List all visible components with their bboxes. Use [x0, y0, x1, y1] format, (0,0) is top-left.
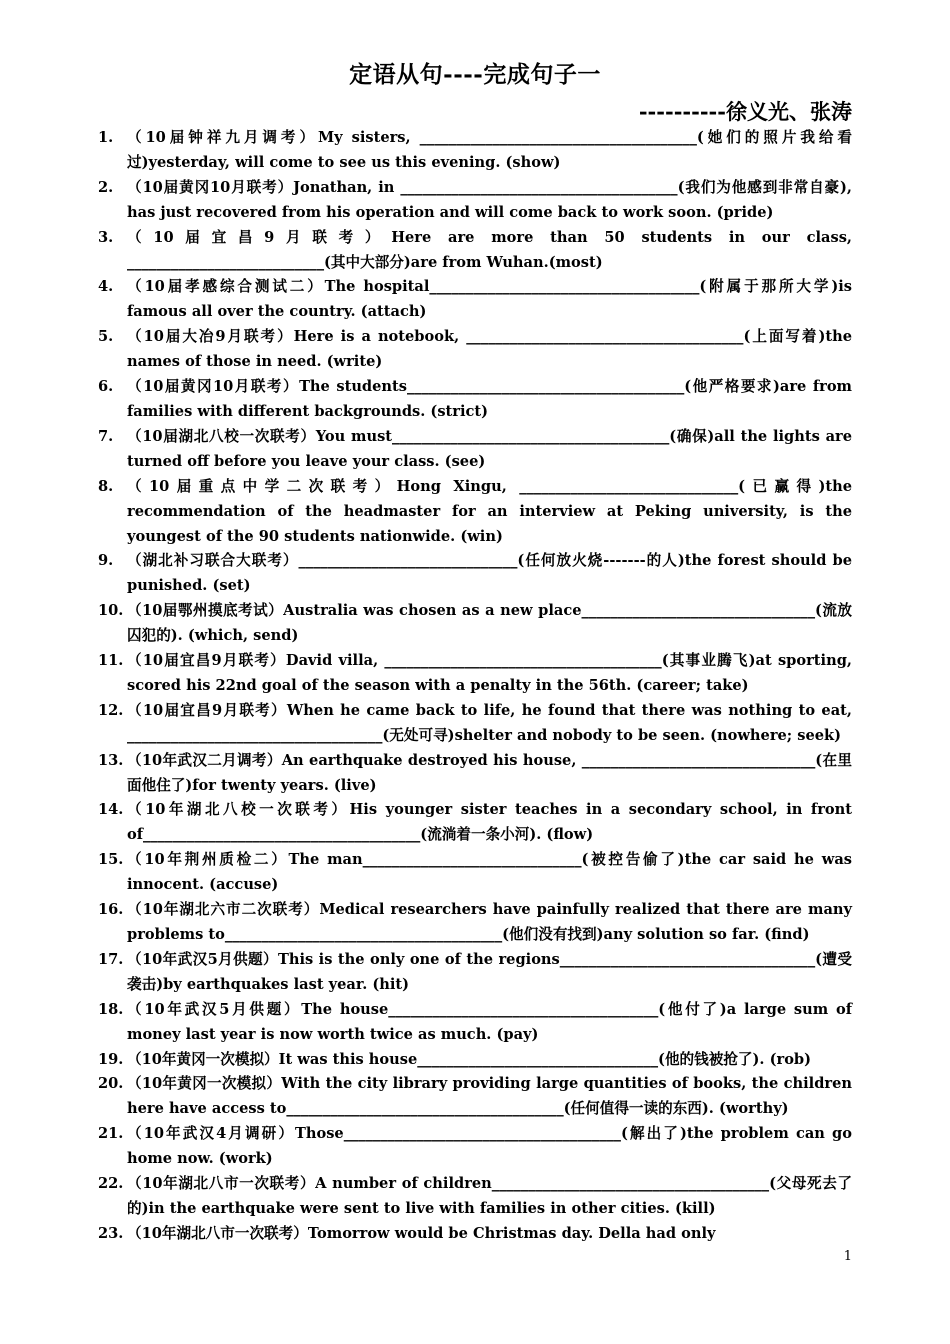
item-text: （10届大冶9月联考）Here is a notebook, ______________________________________(上面写着)the names of those in need. (write) [127, 328, 852, 371]
item-text: （10年湖北八市一次联考）A number of children______________________________________(父母死去了的)in the earthquake were sent to live with families in other cities. (kill) [127, 1175, 852, 1217]
item-number: 9. [98, 552, 114, 570]
item-text: （10年武汉5月供题）The house_____________________________________(他付了)a large sum of money last year is now worth twice as much. (pay) [127, 1000, 852, 1043]
list-item [98, 599, 852, 649]
list-item [98, 1172, 852, 1222]
list-item [98, 325, 852, 375]
item-number: 4. [98, 278, 114, 296]
list-item [98, 848, 852, 898]
item-text: （10届黄冈10月联考）Jonathan, in ______________________________________(我们为他感到非常自豪), has just recovered from his operation and will come back to work soon. (pride) [127, 178, 852, 221]
list-item [98, 898, 852, 948]
item-text: （10年荆州质检二）The man______________________________(被控告偷了)the car said he was innocent. (accuse) [127, 851, 852, 894]
item-number: 2. [98, 178, 114, 196]
item-text: （10年黄冈一次模拟）With the city library providing large quantities of books, the children here have access to______________________________________(任何值得一读的东西). (worthy) [127, 1075, 852, 1118]
item-number: 15. [98, 851, 124, 869]
item-text: （10年湖北六市二次联考）Medical researchers have painfully realized that there are many problems to______________________________________(他们没有找到)any solution so far. (find) [127, 901, 852, 943]
list-item [98, 798, 852, 848]
item-text: （10届宜昌9月联考）David villa, ______________________________________(其事业腾飞)at sporting, scored his 22nd goal of the season with a penalty in the 56th. (career; take) [127, 652, 852, 694]
exercise-list [98, 126, 852, 1247]
list-item [98, 126, 852, 176]
item-number: 20. [98, 1075, 124, 1093]
item-number: 17. [98, 950, 124, 968]
item-text: （10届鄂州摸底考试）Australia was chosen as a new place________________________________(流放囚犯的). (which, send) [127, 602, 852, 645]
list-item [98, 649, 852, 699]
item-number: 10. [98, 602, 124, 620]
item-text: （10年黄冈一次模拟）It was this house_________________________________(他的钱被抢了). (rob) [127, 1050, 812, 1068]
list-item [98, 425, 852, 475]
item-text: （10届孝感综合测试二）The hospital_____________________________________(附属于那所大学)is famous all over the country. (attach) [127, 278, 853, 321]
item-text: （湖北补习联合大联考）______________________________(任何放火烧-------的人)the forest should be punished. (set) [127, 552, 852, 595]
item-number: 13. [98, 751, 124, 769]
item-number: 7. [98, 427, 114, 445]
list-item [98, 226, 852, 276]
item-text: （10届钟祥九月调考）My sisters, ______________________________________(她们的照片我给看过)yesterday, will come to see us this evening. (show) [127, 129, 852, 171]
page-title: 定语从句----完成句子一 [349, 61, 601, 88]
list-item [98, 1072, 852, 1122]
list-item [98, 1222, 852, 1247]
list-item [98, 749, 852, 799]
item-number: 18. [98, 1000, 124, 1018]
item-number: 14. [98, 801, 124, 819]
item-text: （10届重点中学二次联考）Hong Xingu, ______________________________(已赢得)the recommendation of the headmaster for an interview at Peking university, is the youngest of the 90 students nationwide. (win) [127, 477, 852, 545]
item-text: （10年湖北八校一次联考）His younger sister teaches in a secondary school, in front of______________________________________(流淌着一条小河). (flow) [127, 801, 852, 844]
item-text: （10年武汉4月调研）Those______________________________________(解出了)the problem can go home now. (work) [127, 1125, 852, 1168]
list-item [98, 1048, 852, 1073]
item-number: 1. [98, 129, 114, 146]
list-item [98, 699, 852, 749]
item-number: 12. [98, 701, 124, 719]
item-text: （10年武汉5月供题）This is the only one of the regions___________________________________(遭受袭击)by earthquakes last year. (hit) [127, 950, 852, 993]
list-item [98, 176, 852, 226]
item-number: 6. [98, 378, 114, 396]
page-number: 1 [843, 1249, 852, 1264]
item-number: 16. [98, 901, 124, 919]
item-number: 22. [98, 1175, 124, 1193]
list-item [98, 375, 852, 425]
list-item [98, 475, 852, 550]
item-number: 19. [98, 1050, 124, 1068]
item-number: 8. [98, 477, 114, 495]
item-text: （10届湖北八校一次联考）You must______________________________________(确保)all the lights are turned off before you leave your class. (see) [127, 427, 852, 470]
item-text: （10年武汉二月调考）An earthquake destroyed his house, ________________________________(在里面他住了)for twenty years. (live) [127, 751, 852, 794]
item-text: （10届宜昌9月联考）Here are more than 50 students in our class, ___________________________(其中大部分)are from Wuhan.(most) [127, 228, 852, 271]
list-item [98, 948, 852, 998]
item-text: （10届宜昌9月联考）When he came back to life, he found that there was nothing to eat, ___________________________________(无处可寻)shelter and nobody to be seen. (nowhere; seek) [127, 701, 852, 744]
list-item [98, 275, 852, 325]
item-number: 11. [98, 652, 124, 670]
list-item [98, 998, 852, 1048]
list-item [98, 1122, 852, 1172]
item-text: （10年湖北八市一次联考）Tomorrow would be Christmas day. Della had only [127, 1224, 716, 1242]
item-text: （10届黄冈10月联考）The students______________________________________(他严格要求)are from families with different backgrounds. (strict) [127, 378, 852, 420]
item-number: 3. [98, 228, 114, 246]
list-item [98, 549, 852, 599]
item-number: 21. [98, 1125, 124, 1143]
author-line: ----------徐义光、张涛 [638, 99, 852, 124]
item-number: 5. [98, 328, 114, 346]
item-number: 23. [98, 1224, 124, 1242]
